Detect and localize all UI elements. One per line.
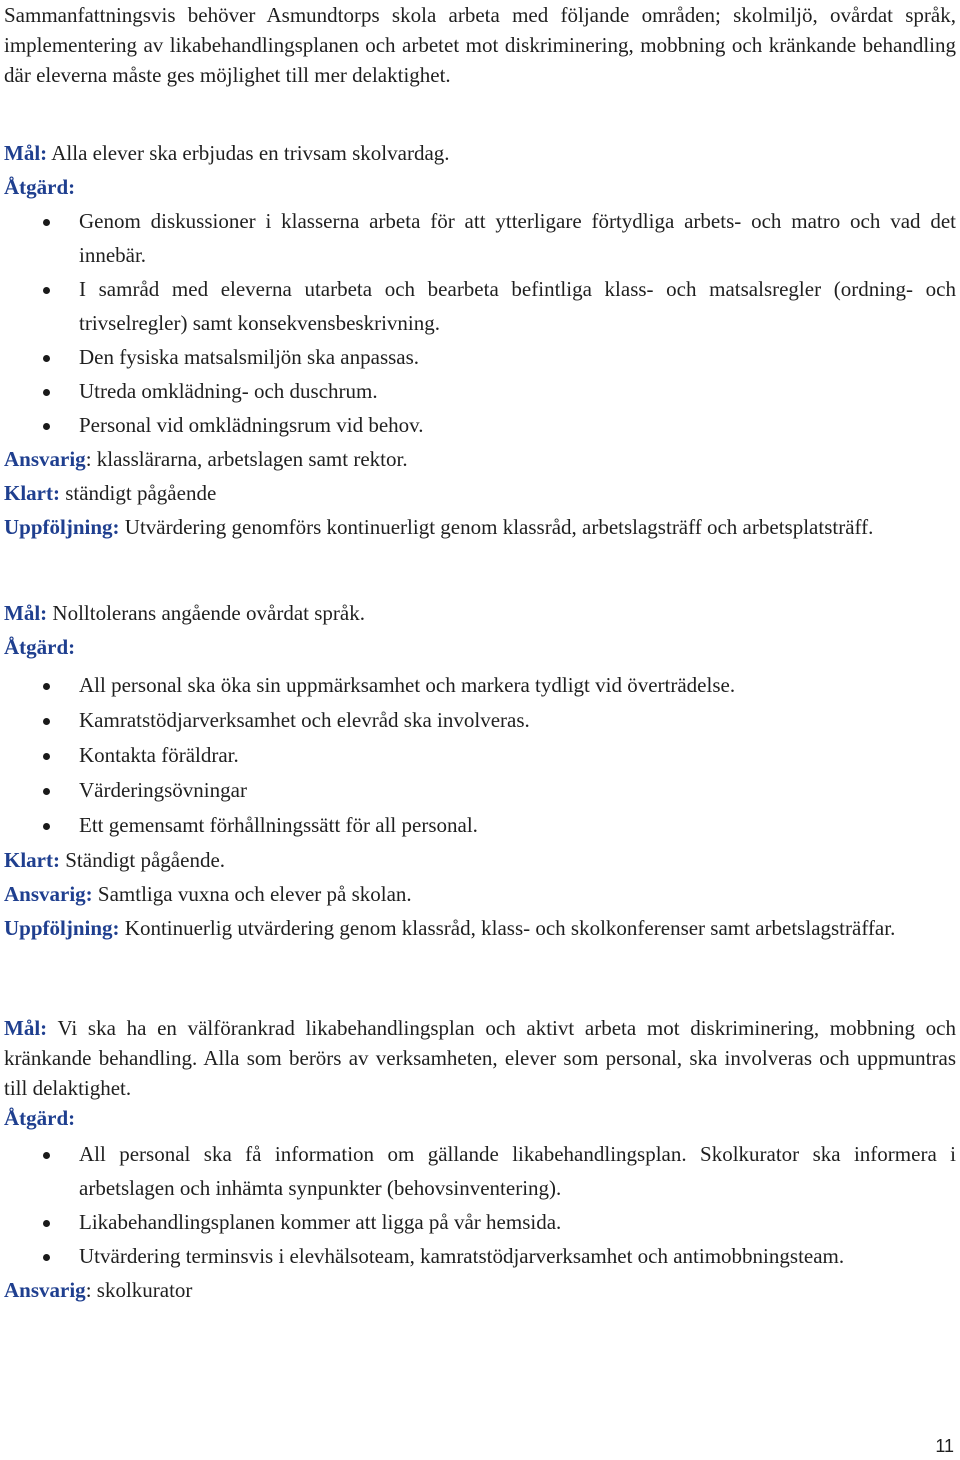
bullet-icon [43,1152,50,1159]
goal-label: Mål: [4,1016,48,1040]
responsible-label: Ansvarig [4,1278,86,1302]
goal-text: Vi ska ha en välförankrad likabehandlingsplan och aktivt arbeta mot diskriminering, mobbning och kränkande behandling. Alla som berörs av verksamheten, elever som personal, ska involveras och uppmuntras till delaktighet. [4,1016,956,1100]
followup-text: Kontinuerlig utvärdering genom klassråd, klass- och skolkonferenser samt arbetslagsträffar. [119,916,896,940]
list-item-text: Genom diskussioner i klasserna arbeta för att ytterligare förtydliga arbets- och matro och vad det innebär. [79,209,956,267]
responsible-line [4,1273,956,1307]
goal-line [4,1013,956,1103]
bullet-icon [43,389,50,396]
done-line [4,476,956,510]
list-item-text: Kamratstödjarverksamhet och elevråd ska involveras. [79,708,530,732]
section-ovardat-sprak [4,596,956,945]
responsible-text: Samtliga vuxna och elever på skolan. [92,882,412,906]
list-item-text: All personal ska öka sin uppmärksamhet och markera tydligt vid överträdelse. [79,673,736,697]
list-item [4,374,956,408]
goal-line [4,596,956,630]
done-label: Klart: [4,481,60,505]
action-list [4,668,956,843]
list-item-text: Värderingsövningar [79,778,247,802]
responsible-line [4,442,956,476]
bullet-icon [43,683,50,690]
goal-text: Nolltolerans angående ovårdat språk. [47,601,365,625]
bullet-icon [43,718,50,725]
done-line [4,843,956,877]
list-item-text: All personal ska få information om gällande likabehandlingsplan. Skolkurator ska informera i arbetslagen och inhämta synpunkter (behovsinventering). [79,1142,956,1200]
spacer [4,544,956,596]
bullet-icon [43,355,50,362]
action-list [4,204,956,442]
followup-text: Utvärdering genomförs kontinuerligt genom klassråd, arbetslagsträff och arbetsplatsträff. [119,515,874,539]
list-item [4,408,956,442]
done-label: Klart: [4,848,60,872]
list-item-text: Likabehandlingsplanen kommer att ligga på vår hemsida. [79,1210,562,1234]
done-text: ständigt pågående [59,481,217,505]
action-label: Åtgärd: [4,175,76,199]
list-item [4,808,956,843]
responsible-label: Ansvarig [4,447,86,471]
goal-text: Alla elever ska erbjudas en trivsam skolvardag. [47,141,450,165]
followup-line [4,510,956,544]
list-item-text: Kontakta föräldrar. [79,743,239,767]
done-text: Ständigt pågående. [59,848,226,872]
action-heading [4,170,956,204]
responsible-text: : klasslärarna, arbetslagen samt rektor. [85,447,408,471]
list-item [4,1205,956,1239]
list-item [4,1239,956,1273]
list-item-text: Den fysiska matsalsmiljön ska anpassas. [79,345,420,369]
section-likabehandlingsplan [4,1013,956,1307]
bullet-icon [43,823,50,830]
bullet-icon [43,287,50,294]
followup-label: Uppföljning: [4,916,120,940]
followup-label: Uppföljning: [4,515,120,539]
list-item-text: Personal vid omklädningsrum vid behov. [79,413,424,437]
goal-line [4,136,956,170]
responsible-line [4,877,956,911]
list-item [4,272,956,340]
list-item-text: Utvärdering terminsvis i elevhälsoteam, kamratstödjarverksamhet och antimobbningsteam. [79,1244,845,1268]
action-heading [4,630,956,664]
spacer [4,90,956,136]
list-item [4,738,956,773]
bullet-icon [43,1220,50,1227]
responsible-text: : skolkurator [85,1278,193,1302]
bullet-icon [43,219,50,226]
responsible-label: Ansvarig: [4,882,93,906]
action-label: Åtgärd: [4,1106,76,1130]
list-item-text: Ett gemensamt förhållningssätt för all personal. [79,813,478,837]
list-item [4,703,956,738]
list-item [4,1137,956,1205]
bullet-icon [43,753,50,760]
spacer [4,945,956,1013]
action-list [4,1137,956,1273]
bullet-icon [43,1254,50,1261]
bullet-icon [43,788,50,795]
section-trivsam-skolvardag [4,136,956,544]
action-label: Åtgärd: [4,635,76,659]
document-page [4,0,956,1307]
list-item [4,340,956,374]
goal-label: Mål: [4,601,48,625]
action-heading [4,1103,956,1133]
followup-line [4,911,956,945]
intro-paragraph: Sammanfattningsvis behöver Asmundtorps skola arbeta med följande områden; skolmiljö, ovårdat språk, implementering av likabehandlingsplanen och arbetet mot diskriminering, mobbning och kränkande behandling där eleverna måste ges möjlighet till mer delaktighet. [4,3,956,87]
goal-label: Mål: [4,141,48,165]
list-item-text: I samråd med eleverna utarbeta och bearbeta befintliga klass- och matsalsregler (ordning- och trivselregler) samt konsekvensbeskrivning. [79,277,956,335]
list-item [4,773,956,808]
bullet-icon [43,423,50,430]
list-item [4,668,956,703]
page-number: 11 [935,1436,954,1456]
list-item [4,204,956,272]
list-item-text: Utreda omklädning- och duschrum. [79,379,378,403]
